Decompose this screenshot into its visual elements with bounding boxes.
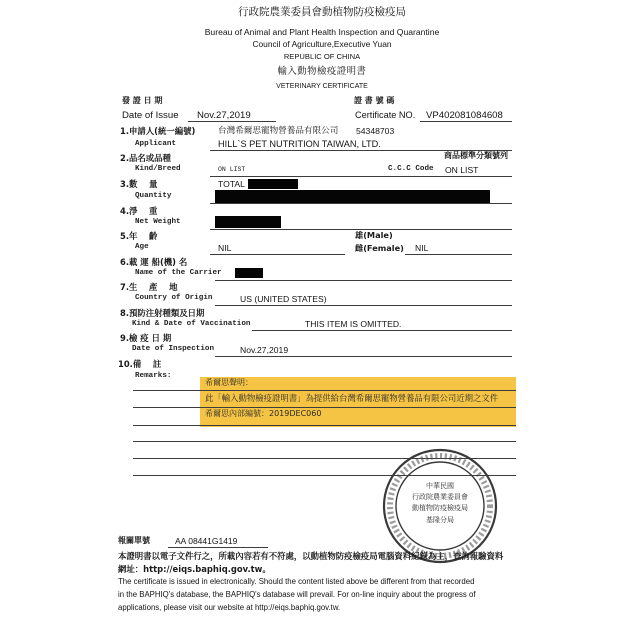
seal-line: 行政院農業委員會 <box>412 493 468 501</box>
statement-text: 此「輸入動物檢疫證明書」為提供給台灣希爾思寵物營養品有限公司近期之文件 <box>205 393 499 403</box>
applicant-label-en: Applicant <box>135 140 177 148</box>
document-title-en: VETERINARY CERTIFICATE <box>276 82 368 90</box>
document-title-zh: 輸入動物檢疫證明書 <box>277 65 367 77</box>
net-weight-label-zh: 4.淨 重 <box>120 206 158 216</box>
quantity-value: TOTAL <box>218 179 245 189</box>
female-underline <box>405 254 512 255</box>
remarks-rule <box>133 390 516 391</box>
customs-no-value: AA 08441G1419 <box>175 536 238 546</box>
notice-en-line: in the BAPHIQ's database, the BAPHIQ's database will prevail. For on-line inquiry about the progress of <box>118 589 476 599</box>
female-label: 雌(Female) <box>355 243 404 253</box>
certificate-no-value: VP402081084608 <box>426 110 503 121</box>
seal-line: 基隆分局 <box>426 516 454 524</box>
remarks-rule <box>133 407 516 408</box>
redaction-box <box>248 179 298 189</box>
inspection-date-underline <box>215 356 512 357</box>
age-value: NIL <box>218 243 232 253</box>
seal-line: 中華民國 <box>426 482 454 490</box>
applicant-name-en: HILL`S PET NUTRITION TAIWAN, LTD. <box>218 139 381 149</box>
council-name: Council of Agriculture,Executive Yuan <box>252 38 392 49</box>
inspection-date-label-en: Date of Inspection <box>132 345 215 353</box>
seal-line: 動植物防疫檢疫局 <box>412 504 468 512</box>
remarks-rule <box>133 425 516 426</box>
country-name: REPUBLIC OF CHINA <box>283 52 361 61</box>
notice-zh-line: 本證明書以電子文件行之，所載內容若有不符處，以動植物防疫檢疫局電腦資料紀錄為主，查詢報驗資料 <box>118 551 504 561</box>
origin-underline <box>215 305 512 306</box>
kind-label-zh: 2.品名或品種 <box>120 153 171 163</box>
remarks-label-zh: 10.備 註 <box>118 359 162 369</box>
certificate-no-label-en: Certificate NO. <box>355 110 416 120</box>
remarks-rule <box>133 441 516 442</box>
redaction-box <box>215 190 490 203</box>
agency-title-zh: 行政院農業委員會動植物防疫檢疫局 <box>238 6 406 18</box>
customs-no-label: 報關單號 <box>118 536 150 545</box>
quantity-label-zh: 3.數 量 <box>120 179 158 189</box>
certificate-no-label-zh: 證 書 號 碼 <box>354 96 395 105</box>
issue-date-value: Nov.27,2019 <box>197 109 251 121</box>
ccc-label-en: C.C.C Code <box>388 165 434 173</box>
statement-heading: 希爾思聲明： <box>205 378 253 387</box>
origin-label-en: Country of Origin <box>135 294 213 302</box>
net-weight-label-en: Net Weight <box>135 218 181 226</box>
age-underline <box>210 254 345 255</box>
certificate-no-underline <box>420 121 512 122</box>
origin-value: US (UNITED STATES) <box>240 294 327 304</box>
notice-zh-line: 網址：http://eiqs.baphiq.gov.tw。 <box>118 564 271 574</box>
kind-underline <box>210 176 512 177</box>
age-label-en: Age <box>135 243 149 251</box>
female-value: NIL <box>415 243 429 253</box>
vaccination-label-zh: 8.預防注射種類及日期 <box>120 308 205 318</box>
redaction-box <box>215 216 281 228</box>
notice-en-line: applications, please visit our website at http://eiqs.baphiq.gov.tw. <box>118 602 341 612</box>
quantity-label-en: Quantity <box>135 192 172 200</box>
applicant-label-zh: 1.申請人(統一編號) <box>120 126 196 136</box>
kind-value: ON LIST <box>218 166 246 173</box>
inspection-date-value: Nov.27,2019 <box>240 345 289 355</box>
customs-no-underline <box>168 547 268 548</box>
carrier-underline <box>215 280 512 281</box>
issue-date-underline <box>188 121 276 122</box>
inspection-date-label-zh: 9.檢 疫 日 期 <box>120 333 172 343</box>
issue-date-label-zh: 發 證 日 期 <box>122 96 163 105</box>
vaccination-underline <box>252 330 512 331</box>
redaction-box <box>235 268 263 278</box>
ccc-value: ON LIST <box>445 165 479 175</box>
internal-reference-number: 希爾思內部編號：2019DEC060 <box>205 409 322 418</box>
applicant-name-zh: 台灣希爾思寵物營養品有限公司 <box>218 126 339 136</box>
age-label-zh: 5.年 齡 <box>120 231 158 241</box>
applicant-uniform-number: 54348703 <box>356 126 395 136</box>
quantity-underline <box>210 203 512 204</box>
notice-en-line: The certificate is issued in electronically. Should the content listed above be different from that recorded <box>118 576 475 586</box>
origin-label-zh: 7.生 產 地 <box>120 282 178 292</box>
male-label: 雄(Male) <box>355 230 393 240</box>
vaccination-label-en: Kind & Date of Vaccination <box>132 320 251 328</box>
vaccination-value: THIS ITEM IS OMITTED. <box>305 319 402 329</box>
carrier-label-zh: 6.載 運 船(機) 名 <box>120 257 188 267</box>
kind-label-en: Kind/Breed <box>135 165 181 173</box>
carrier-label-en: Name of the Carrier <box>135 269 222 277</box>
ccc-label-zh: 商品標準分類號列 <box>444 151 508 160</box>
agency-title-en: Bureau of Animal and Plant Health Inspection and Quarantine <box>204 26 440 37</box>
remarks-label-en: Remarks: <box>135 372 172 380</box>
issue-date-label-en: Date of Issue <box>122 109 179 121</box>
official-seal <box>382 448 498 564</box>
